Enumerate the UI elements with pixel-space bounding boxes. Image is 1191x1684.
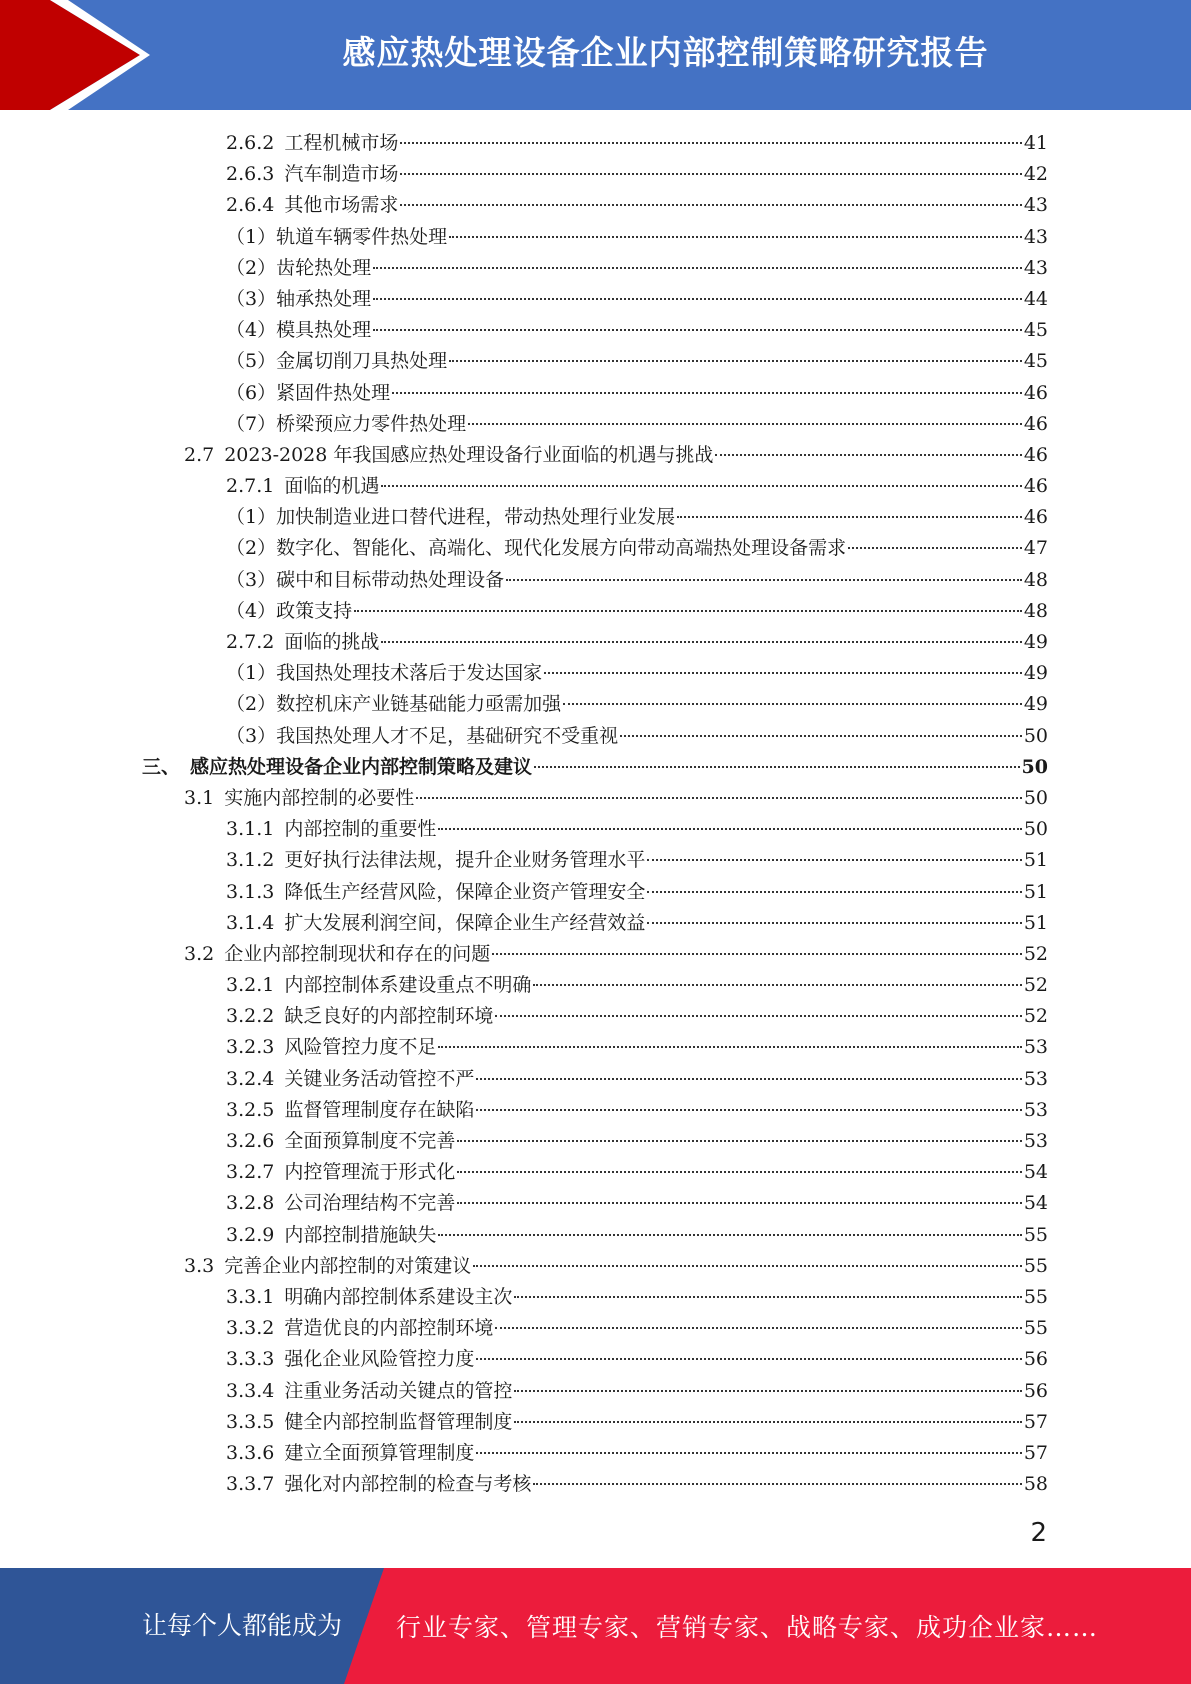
toc-entry-title: 公司治理结构不完善 xyxy=(284,1192,456,1215)
toc-entry-page: 46 xyxy=(1023,475,1048,498)
toc-entry-page: 48 xyxy=(1023,568,1048,591)
toc-entry-page: 51 xyxy=(1023,849,1048,872)
toc-entry-title: 强化对内部控制的检查与考核 xyxy=(284,1473,532,1496)
toc-entry-number: 3.1.1 xyxy=(226,818,275,841)
toc-dot-leader xyxy=(416,797,1022,799)
toc-dot-leader xyxy=(381,641,1021,643)
toc-dot-leader xyxy=(373,329,1022,331)
toc-dot-leader xyxy=(506,579,1022,581)
toc-entry-number: 3.2.9 xyxy=(226,1223,275,1246)
toc-dot-leader xyxy=(848,547,1022,549)
toc-entry-title: 完善企业内部控制的对策建议 xyxy=(224,1254,472,1277)
toc-entry-page: 46 xyxy=(1023,506,1048,529)
toc-entry-title: 健全内部控制监督管理制度 xyxy=(284,1410,513,1433)
toc-entry[interactable] xyxy=(142,1032,1048,1063)
toc-entry-number: （4） xyxy=(226,319,277,342)
toc-entry[interactable] xyxy=(142,1188,1048,1219)
toc-entry[interactable] xyxy=(142,939,1048,970)
toc-entry-page: 43 xyxy=(1023,256,1048,279)
toc-entry-number: 2.7.1 xyxy=(226,475,275,498)
toc-dot-leader xyxy=(647,922,1021,924)
toc-entry[interactable] xyxy=(142,1344,1048,1375)
toc-entry[interactable] xyxy=(142,721,1048,752)
toc-dot-leader xyxy=(381,485,1021,487)
toc-entry[interactable] xyxy=(142,440,1048,471)
toc-entry[interactable] xyxy=(142,565,1048,596)
toc-entry-page: 53 xyxy=(1023,1098,1048,1121)
toc-entry-title: 模具热处理 xyxy=(276,319,372,342)
toc-dot-leader xyxy=(457,1171,1021,1173)
toc-dot-leader xyxy=(457,1140,1021,1142)
toc-entry-page: 54 xyxy=(1023,1192,1048,1215)
toc-entry-page: 53 xyxy=(1023,1067,1048,1090)
toc-entry-page: 50 xyxy=(1023,724,1048,747)
toc-entry-title: 加快制造业进口替代进程，带动热处理行业发展 xyxy=(276,506,676,529)
toc-entry-number: （3） xyxy=(226,287,277,310)
toc-entry-title: 齿轮热处理 xyxy=(276,256,372,279)
toc-entry[interactable] xyxy=(142,970,1048,1001)
toc-entry[interactable] xyxy=(142,1469,1048,1500)
toc-entry-number: 3.3.7 xyxy=(226,1473,275,1496)
toc-dot-leader xyxy=(473,1265,1022,1267)
toc-dot-leader xyxy=(514,1390,1021,1392)
toc-entry-page: 52 xyxy=(1023,1005,1048,1028)
toc-dot-leader xyxy=(647,891,1021,893)
toc-entry-page: 53 xyxy=(1023,1130,1048,1152)
toc-entry-page: 46 xyxy=(1023,381,1048,404)
toc-dot-leader xyxy=(438,828,1021,830)
toc-entry-title: 内部控制的重要性 xyxy=(284,818,437,841)
footer-slogan-right: 行业专家、管理专家、营销专家、战略专家、成功企业家…… xyxy=(396,1613,1099,1642)
toc-entry-title: 实施内部控制的必要性 xyxy=(224,786,415,809)
toc-entry[interactable] xyxy=(142,346,1048,377)
toc-entry-number: 3.2.2 xyxy=(226,1005,275,1028)
toc-entry-page: 55 xyxy=(1023,1285,1048,1308)
toc-entry-page: 56 xyxy=(1023,1348,1048,1371)
toc-entry-page: 51 xyxy=(1023,880,1048,903)
toc-entry-page: 41 xyxy=(1023,132,1048,154)
toc-entry-number: （1） xyxy=(226,506,277,529)
toc-entry-number: 3.3.3 xyxy=(226,1348,275,1371)
toc-entry[interactable] xyxy=(142,1064,1048,1095)
toc-entry[interactable] xyxy=(142,627,1048,658)
toc-entry-number: （3） xyxy=(226,724,277,747)
toc-entry-title: 面临的挑战 xyxy=(284,631,380,653)
toc-entry-number: 3.3.5 xyxy=(226,1410,275,1433)
toc-entry-number: 3.2.3 xyxy=(226,1036,275,1059)
toc-entry-page: 57 xyxy=(1023,1410,1048,1433)
toc-entry-title: 数字化、智能化、高端化、现代化发展方向带动高端热处理设备需求 xyxy=(276,537,847,560)
toc-entry-number: 2.7.2 xyxy=(226,631,275,653)
toc-entry-number: 2.6.4 xyxy=(226,194,275,217)
toc-entry-number: 2.6.2 xyxy=(226,132,275,154)
toc-entry-number: 3.2.4 xyxy=(226,1067,275,1090)
toc-dot-leader xyxy=(449,236,1022,238)
toc-dot-leader xyxy=(400,204,1021,206)
toc-entry[interactable] xyxy=(142,1313,1048,1344)
report-title: 感应热处理设备企业内部控制策略研究报告 xyxy=(342,33,989,72)
toc-entry-page: 44 xyxy=(1023,287,1048,310)
toc-dot-leader xyxy=(438,1046,1021,1048)
toc-entry[interactable] xyxy=(142,658,1048,689)
toc-entry-title: 营造优良的内部控制环境 xyxy=(284,1317,494,1340)
toc-entry-number: 3.3.1 xyxy=(226,1285,275,1308)
toc-entry-page: 52 xyxy=(1023,942,1048,965)
toc-entry[interactable] xyxy=(142,845,1048,876)
toc-entry-number: （7） xyxy=(226,412,277,435)
toc-dot-leader xyxy=(620,735,1022,737)
toc-entry-number: 三、 xyxy=(142,755,181,778)
toc-entry-page: 49 xyxy=(1023,631,1048,653)
toc-entry-page: 43 xyxy=(1023,225,1048,248)
toc-entry-title: 感应热处理设备企业内部控制策略及建议 xyxy=(190,755,533,778)
toc-dot-leader xyxy=(647,859,1021,861)
toc-entry-number: 3.2.7 xyxy=(226,1161,275,1184)
toc-entry-title: 监督管理制度存在缺陷 xyxy=(284,1098,475,1121)
toc-dot-leader xyxy=(438,1234,1021,1236)
toc-entry-number: （4） xyxy=(226,599,277,622)
toc-entry-page: 49 xyxy=(1023,693,1048,716)
toc-entry-title: 轴承热处理 xyxy=(276,287,372,310)
toc-entry[interactable] xyxy=(142,1407,1048,1438)
toc-entry-title: 汽车制造市场 xyxy=(284,163,399,186)
toc-entry-page: 54 xyxy=(1023,1161,1048,1184)
toc-dot-leader xyxy=(400,173,1021,175)
toc-entry[interactable] xyxy=(142,1251,1048,1282)
toc-entry-page: 55 xyxy=(1023,1317,1048,1340)
footer-band xyxy=(0,1568,1191,1684)
toc-entry-title: 2023-2028 年我国感应热处理设备行业面临的机遇与挑战 xyxy=(224,443,714,466)
toc-entry[interactable] xyxy=(142,783,1048,814)
toc-entry-number: 3.1 xyxy=(184,786,215,809)
toc-dot-leader xyxy=(514,1421,1021,1423)
footer-slogan-left: 让每个人都能成为 xyxy=(142,1611,343,1640)
toc-entry-title: 政策支持 xyxy=(276,599,353,622)
toc-entry[interactable] xyxy=(142,315,1048,346)
toc-entry-title: 扩大发展利润空间，保障企业生产经营效益 xyxy=(284,911,646,934)
toc-entry-page: 45 xyxy=(1023,350,1048,373)
toc-entry-page: 51 xyxy=(1023,911,1048,934)
toc-entry-title: 明确内部控制体系建设主次 xyxy=(284,1285,513,1308)
toc-entry-number: （2） xyxy=(226,693,277,716)
toc-entry-title: 风险管控力度不足 xyxy=(284,1036,437,1059)
page-number: 2 xyxy=(1030,1518,1047,1548)
toc-entry[interactable] xyxy=(142,877,1048,908)
toc-dot-leader xyxy=(476,1078,1021,1080)
toc-entry-number: （2） xyxy=(226,537,277,560)
toc-entry[interactable] xyxy=(142,596,1048,627)
toc-entry-page: 48 xyxy=(1023,599,1048,622)
toc-entry[interactable] xyxy=(142,689,1048,720)
toc-dot-leader xyxy=(373,267,1022,269)
toc-entry-number: （1） xyxy=(226,225,277,248)
toc-entry[interactable] xyxy=(142,1438,1048,1469)
toc-entry-page: 42 xyxy=(1023,163,1048,186)
toc-entry-page: 45 xyxy=(1023,319,1048,342)
toc-entry[interactable] xyxy=(142,159,1048,190)
toc-entry-title: 数控机床产业链基础能力亟需加强 xyxy=(276,693,562,716)
toc-entry[interactable] xyxy=(142,409,1048,440)
toc-entry[interactable] xyxy=(142,1376,1048,1407)
toc-entry-number: 3.1.4 xyxy=(226,911,275,934)
toc-dot-leader xyxy=(457,1202,1021,1204)
toc-entry-number: 3.3.4 xyxy=(226,1379,275,1402)
toc-entry-page: 43 xyxy=(1023,194,1048,217)
toc-entry-number: 2.7 xyxy=(184,443,215,466)
toc-entry-page: 58 xyxy=(1023,1473,1048,1496)
toc-entry[interactable] xyxy=(142,1220,1048,1251)
toc-dot-leader xyxy=(514,1296,1021,1298)
toc-entry-page: 55 xyxy=(1023,1223,1048,1246)
toc-entry[interactable] xyxy=(142,378,1048,409)
toc-entry[interactable] xyxy=(142,908,1048,939)
toc-entry-number: 2.6.3 xyxy=(226,163,275,186)
toc-dot-leader xyxy=(354,610,1022,612)
toc-entry[interactable] xyxy=(142,814,1048,845)
toc-dot-leader xyxy=(449,360,1022,362)
toc-entry[interactable] xyxy=(142,471,1048,502)
toc-entry-number: 3.3.6 xyxy=(226,1441,275,1464)
toc-entry-page: 50 xyxy=(1023,818,1048,841)
header-band xyxy=(0,0,1191,110)
toc-entry-title: 我国热处理人才不足，基础研究不受重视 xyxy=(276,724,619,747)
toc-entry-number: （6） xyxy=(226,381,277,404)
toc-entry-number: 3.2.8 xyxy=(226,1192,275,1215)
toc-dot-leader xyxy=(533,984,1021,986)
toc-entry-title: 全面预算制度不完善 xyxy=(284,1130,456,1152)
toc-entry-title: 注重业务活动关键点的管控 xyxy=(284,1379,513,1402)
toc-entry-title: 桥梁预应力零件热处理 xyxy=(276,412,467,435)
toc-entry-title: 强化企业风险管控力度 xyxy=(284,1348,475,1371)
toc-entry-page: 57 xyxy=(1023,1441,1048,1464)
toc-entry-title: 内部控制体系建设重点不明确 xyxy=(284,974,532,997)
toc-dot-leader xyxy=(534,766,1020,768)
toc-entry-number: 3.2.1 xyxy=(226,974,275,997)
toc-entry-number: 3.2 xyxy=(184,942,215,965)
toc-entry-page: 46 xyxy=(1023,412,1048,435)
toc-entry[interactable] xyxy=(142,752,1048,783)
toc-entry-title: 内部控制措施缺失 xyxy=(284,1223,437,1246)
toc-entry-number: 3.3.2 xyxy=(226,1317,275,1340)
toc-entry-number: （2） xyxy=(226,256,277,279)
toc-dot-leader xyxy=(495,1015,1021,1017)
toc-dot-leader xyxy=(544,672,1022,674)
toc-entry-title: 工程机械市场 xyxy=(284,132,399,154)
toc-entry-number: （1） xyxy=(226,662,277,685)
toc-entry-number: 3.2.6 xyxy=(226,1130,275,1152)
toc-dot-leader xyxy=(476,1358,1021,1360)
toc-entry-page: 47 xyxy=(1023,537,1048,560)
toc-entry[interactable] xyxy=(142,502,1048,533)
toc-dot-leader xyxy=(392,392,1022,394)
toc-entry-title: 内控管理流于形式化 xyxy=(284,1161,456,1184)
toc-entry-title: 更好执行法律法规，提升企业财务管理水平 xyxy=(284,849,646,872)
toc-entry-title: 其他市场需求 xyxy=(284,194,399,217)
toc-entry-page: 55 xyxy=(1023,1254,1048,1277)
toc-entry-page: 50 xyxy=(1021,755,1048,778)
toc-entry-title: 企业内部控制现状和存在的问题 xyxy=(224,942,491,965)
toc-dot-leader xyxy=(468,423,1022,425)
toc-entry-page: 49 xyxy=(1023,662,1048,685)
toc-entry-title: 紧固件热处理 xyxy=(276,381,391,404)
toc-entry-page: 56 xyxy=(1023,1379,1048,1402)
toc-entry[interactable] xyxy=(142,1001,1048,1032)
toc-entry-page: 50 xyxy=(1023,786,1048,809)
toc-entry-page: 46 xyxy=(1023,443,1048,466)
toc-entry-title: 我国热处理技术落后于发达国家 xyxy=(276,662,543,685)
toc-entry[interactable] xyxy=(142,222,1048,253)
toc-entry-number: 3.1.2 xyxy=(226,849,275,872)
toc-entry[interactable] xyxy=(142,253,1048,284)
toc-dot-leader xyxy=(492,953,1022,955)
toc-entry-title: 金属切削刀具热处理 xyxy=(276,350,448,373)
toc-entry-page: 53 xyxy=(1023,1036,1048,1059)
toc-entry-title: 关键业务活动管控不严 xyxy=(284,1067,475,1090)
table-of-contents xyxy=(142,128,1048,1500)
toc-entry[interactable] xyxy=(142,284,1048,315)
toc-entry-number: （5） xyxy=(226,350,277,373)
toc-entry-number: 3.2.5 xyxy=(226,1098,275,1121)
toc-dot-leader xyxy=(476,1452,1021,1454)
toc-dot-leader xyxy=(677,516,1022,518)
toc-entry-number: 3.3 xyxy=(184,1254,215,1277)
toc-entry-title: 碳中和目标带动热处理设备 xyxy=(276,568,505,591)
toc-dot-leader xyxy=(476,1109,1021,1111)
toc-entry-number: 3.1.3 xyxy=(226,880,275,903)
toc-entry-title: 降低生产经营风险，保障企业资产管理安全 xyxy=(284,880,646,903)
toc-dot-leader xyxy=(400,142,1021,144)
toc-dot-leader xyxy=(373,298,1022,300)
toc-entry[interactable] xyxy=(142,1157,1048,1188)
toc-entry[interactable] xyxy=(142,190,1048,221)
toc-dot-leader xyxy=(715,454,1021,456)
toc-entry-number: （3） xyxy=(226,568,277,591)
toc-entry-title: 缺乏良好的内部控制环境 xyxy=(284,1005,494,1028)
toc-entry[interactable] xyxy=(142,1095,1048,1126)
toc-entry[interactable] xyxy=(142,128,1048,159)
toc-entry[interactable] xyxy=(142,1126,1048,1157)
toc-entry-title: 面临的机遇 xyxy=(284,475,380,498)
toc-entry[interactable] xyxy=(142,533,1048,564)
toc-entry-title: 建立全面预算管理制度 xyxy=(284,1441,475,1464)
toc-dot-leader xyxy=(495,1327,1021,1329)
toc-dot-leader xyxy=(563,703,1022,705)
toc-entry-page: 52 xyxy=(1023,974,1048,997)
toc-entry[interactable] xyxy=(142,1282,1048,1313)
toc-dot-leader xyxy=(533,1483,1021,1485)
toc-entry-title: 轨道车辆零件热处理 xyxy=(276,225,448,248)
